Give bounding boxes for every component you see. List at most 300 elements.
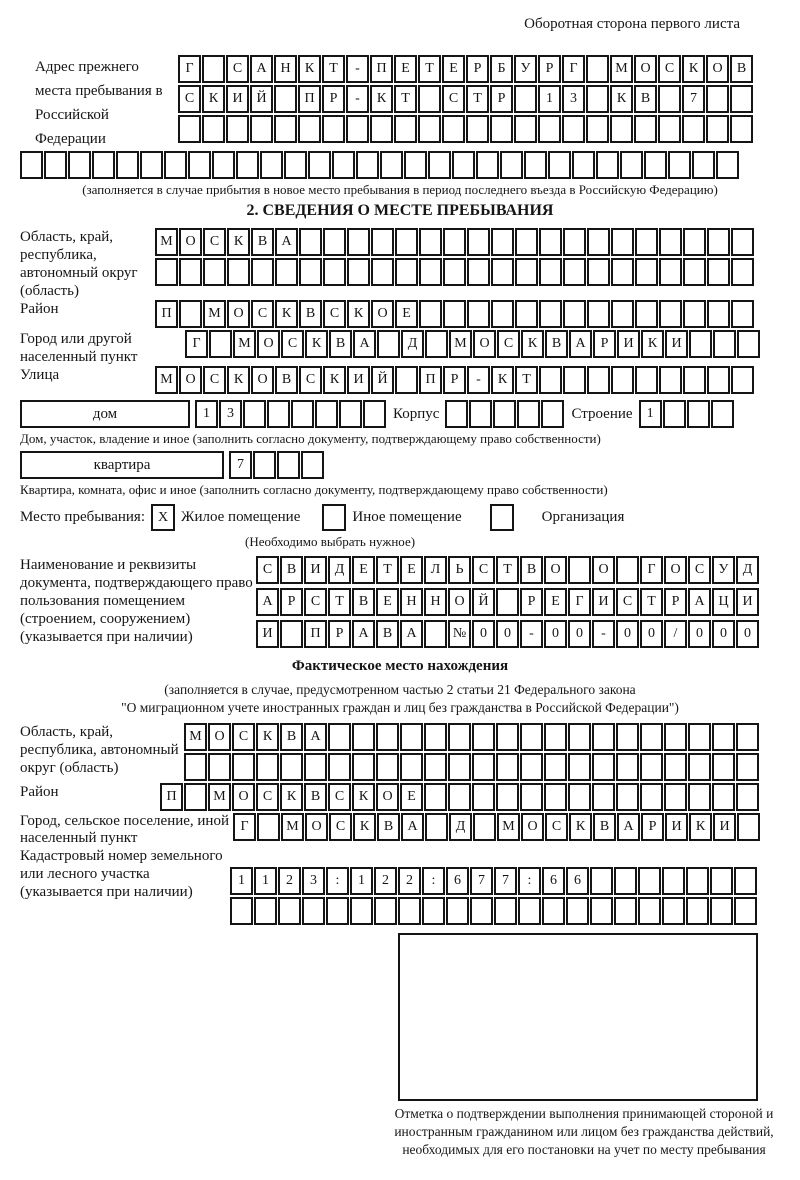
char-cell	[596, 151, 619, 179]
char-cell: К	[227, 228, 250, 256]
char-cell: О	[521, 813, 544, 841]
char-cell	[448, 753, 471, 781]
char-cell	[253, 451, 276, 479]
char-cell	[563, 258, 586, 286]
char-cell: О	[706, 55, 729, 83]
char-cell: :	[326, 867, 349, 895]
fact-oblast-label: Область, край, республика, автономный округ (область)	[20, 724, 179, 776]
char-cell	[687, 400, 710, 428]
char-cell: О	[544, 556, 567, 584]
char-cell	[363, 400, 386, 428]
char-cell	[425, 330, 448, 358]
char-cell	[515, 258, 538, 286]
char-cell	[563, 300, 586, 328]
char-cell	[635, 228, 658, 256]
char-cell: Т	[394, 85, 417, 113]
char-cell	[371, 258, 394, 286]
char-cell: Р	[520, 588, 543, 616]
char-cell	[227, 258, 250, 286]
fact-oblast-grid	[184, 723, 760, 783]
char-cell: И	[665, 813, 688, 841]
char-cell	[587, 258, 610, 286]
char-cell	[611, 228, 634, 256]
char-cell: -	[520, 620, 543, 648]
char-cell: К	[353, 813, 376, 841]
char-cell: В	[280, 723, 303, 751]
char-cell	[710, 897, 733, 925]
char-cell: Й	[472, 588, 495, 616]
char-cell: Т	[376, 556, 399, 584]
char-cell	[315, 400, 338, 428]
char-cell: 2	[374, 867, 397, 895]
char-cell	[587, 366, 610, 394]
char-cell	[496, 723, 519, 751]
char-cell	[212, 151, 235, 179]
oblast-row-1	[155, 228, 755, 256]
char-cell: В	[520, 556, 543, 584]
char-cell	[404, 151, 427, 179]
apartment-type-box: квартира	[20, 451, 224, 479]
char-cell	[371, 228, 394, 256]
char-cell: П	[298, 85, 321, 113]
char-cell	[520, 783, 543, 811]
char-cell	[356, 151, 379, 179]
char-cell: Г	[568, 588, 591, 616]
char-cell: О	[232, 783, 255, 811]
char-cell: И	[256, 620, 279, 648]
document-row-1	[256, 556, 760, 584]
char-cell: С	[203, 366, 226, 394]
char-cell	[256, 753, 279, 781]
char-cell: 2	[278, 867, 301, 895]
char-cell	[586, 115, 609, 143]
char-cell: 7	[682, 85, 705, 113]
char-cell: В	[275, 366, 298, 394]
char-cell: С	[329, 813, 352, 841]
char-cell	[616, 753, 639, 781]
apartment-note: Квартира, комната, офис и иное (заполнить согласно документу, подтверждающему право собственности)	[20, 482, 608, 497]
char-cell	[610, 115, 633, 143]
char-cell	[563, 228, 586, 256]
stay-type-label: Место пребывания:	[20, 509, 145, 525]
char-cell	[682, 115, 705, 143]
char-cell: И	[304, 556, 327, 584]
char-cell: Б	[490, 55, 513, 83]
char-cell	[155, 258, 178, 286]
char-cell	[683, 228, 706, 256]
char-cell: О	[664, 556, 687, 584]
char-cell	[737, 330, 760, 358]
char-cell	[586, 85, 609, 113]
char-cell: Н	[400, 588, 423, 616]
char-cell	[562, 115, 585, 143]
char-cell	[209, 330, 232, 358]
char-cell	[737, 813, 760, 841]
char-cell: 7	[229, 451, 252, 479]
char-cell: Г	[185, 330, 208, 358]
prev-address-row-4	[20, 151, 780, 179]
char-cell: К	[610, 85, 633, 113]
stay-type-row	[20, 504, 780, 531]
char-cell	[614, 867, 637, 895]
char-cell	[280, 753, 303, 781]
char-cell: Е	[400, 556, 423, 584]
char-cell	[664, 753, 687, 781]
stamp-note: Отметка о подтверждении выполнения принимающей стороной и иностранным гражданином или лицом без гражданства действий, необходимых для его постановки на учет по месту пребывания	[394, 1106, 774, 1157]
char-cell	[422, 897, 445, 925]
char-cell	[635, 366, 658, 394]
korpus-cells	[445, 400, 565, 428]
char-cell	[394, 115, 417, 143]
char-cell	[568, 783, 591, 811]
char-cell	[274, 115, 297, 143]
document-grid	[256, 556, 760, 650]
option-residential-label: Жилое помещение	[181, 509, 301, 525]
char-cell: У	[514, 55, 537, 83]
char-cell: Т	[515, 366, 538, 394]
document-label: Наименование и реквизиты документа, подтверждающего право пользования помещением (строением, сооружением) (указывается при наличии)	[20, 557, 253, 645]
char-cell	[494, 897, 517, 925]
char-cell	[226, 115, 249, 143]
char-cell	[202, 55, 225, 83]
house-number-cells	[195, 400, 387, 428]
char-cell	[730, 85, 753, 113]
char-cell: 0	[688, 620, 711, 648]
rayon-cells	[155, 300, 755, 328]
char-cell: А	[304, 723, 327, 751]
char-cell	[517, 400, 540, 428]
char-cell	[236, 151, 259, 179]
char-cell	[664, 723, 687, 751]
oblast-row-2	[155, 258, 755, 286]
char-cell	[298, 115, 321, 143]
char-cell: -	[467, 366, 490, 394]
char-cell: И	[617, 330, 640, 358]
char-cell	[663, 400, 686, 428]
char-cell	[140, 151, 163, 179]
char-cell	[586, 55, 609, 83]
char-cell	[275, 258, 298, 286]
char-cell	[611, 300, 634, 328]
char-cell: М	[281, 813, 304, 841]
fact-rayon-row	[20, 783, 780, 813]
char-cell: С	[256, 783, 279, 811]
char-cell	[731, 366, 754, 394]
char-cell: 0	[472, 620, 495, 648]
char-cell	[445, 400, 468, 428]
char-cell: -	[592, 620, 615, 648]
char-cell: М	[497, 813, 520, 841]
char-cell	[692, 151, 715, 179]
char-cell: -	[346, 85, 369, 113]
char-cell	[707, 366, 730, 394]
char-cell	[711, 400, 734, 428]
char-cell	[686, 897, 709, 925]
kadastr-label: Кадастровый номер земельного или лесного участка (указывается при наличии)	[20, 848, 223, 900]
char-cell	[251, 258, 274, 286]
char-cell	[377, 330, 400, 358]
char-cell	[566, 897, 589, 925]
char-cell: К	[491, 366, 514, 394]
char-cell: С	[545, 813, 568, 841]
option-other-premises-label: Иное помещение	[352, 509, 462, 525]
prev-address-label: Адрес прежнего места пребывания в Российской Федерации	[35, 59, 163, 147]
char-cell	[380, 151, 403, 179]
char-cell: 2	[398, 867, 421, 895]
fact-note-2: "О миграционном учете иностранных граждан и лиц без гражданства в Российской Федерации")	[121, 700, 679, 715]
char-cell	[731, 228, 754, 256]
kadastr-grid	[230, 867, 758, 927]
char-cell	[395, 228, 418, 256]
char-cell: К	[275, 300, 298, 328]
char-cell	[568, 723, 591, 751]
char-cell	[736, 783, 759, 811]
char-cell: С	[256, 556, 279, 584]
char-cell	[202, 115, 225, 143]
char-cell: Г	[233, 813, 256, 841]
char-cell	[472, 723, 495, 751]
choose-note: (Необходимо выбрать нужное)	[245, 534, 416, 549]
char-cell	[707, 228, 730, 256]
char-cell: С	[442, 85, 465, 113]
char-cell	[254, 897, 277, 925]
char-cell	[500, 151, 523, 179]
fact-oblast-row-2	[184, 753, 760, 781]
char-cell	[184, 753, 207, 781]
rayon-row	[20, 300, 780, 330]
char-cell: О	[227, 300, 250, 328]
char-cell: Е	[352, 556, 375, 584]
char-cell	[644, 151, 667, 179]
char-cell	[284, 151, 307, 179]
char-cell	[323, 228, 346, 256]
char-cell	[518, 897, 541, 925]
char-cell	[425, 813, 448, 841]
char-cell	[257, 813, 280, 841]
fact-rayon-label: Район	[20, 784, 59, 800]
char-cell	[734, 897, 757, 925]
char-cell	[640, 783, 663, 811]
char-cell	[592, 783, 615, 811]
char-cell	[491, 300, 514, 328]
char-cell	[395, 366, 418, 394]
char-cell: 6	[446, 867, 469, 895]
char-cell: Т	[496, 556, 519, 584]
char-cell: С	[616, 588, 639, 616]
char-cell	[448, 783, 471, 811]
char-cell	[277, 451, 300, 479]
kadastr-row	[20, 847, 780, 927]
char-cell: А	[256, 588, 279, 616]
char-cell	[346, 115, 369, 143]
char-cell	[736, 753, 759, 781]
char-cell	[548, 151, 571, 179]
option-organization-label: Организация	[541, 509, 625, 525]
char-cell	[419, 228, 442, 256]
char-cell: А	[353, 330, 376, 358]
char-cell: В	[730, 55, 753, 83]
char-cell	[491, 258, 514, 286]
char-cell: 1	[195, 400, 218, 428]
char-cell	[68, 151, 91, 179]
char-cell	[734, 867, 757, 895]
char-cell	[635, 300, 658, 328]
prev-address-row-3	[178, 115, 754, 143]
char-cell: К	[323, 366, 346, 394]
char-cell: 1	[254, 867, 277, 895]
char-cell: А	[250, 55, 273, 83]
char-cell	[668, 151, 691, 179]
char-cell	[616, 783, 639, 811]
char-cell: С	[328, 783, 351, 811]
char-cell: О	[592, 556, 615, 584]
char-cell: Р	[538, 55, 561, 83]
char-cell: К	[641, 330, 664, 358]
char-cell: О	[376, 783, 399, 811]
char-cell	[116, 151, 139, 179]
char-cell: А	[401, 813, 424, 841]
char-cell	[326, 897, 349, 925]
char-cell: К	[347, 300, 370, 328]
char-cell	[467, 228, 490, 256]
char-cell: С	[178, 85, 201, 113]
char-cell: Р	[641, 813, 664, 841]
fact-title: Фактическое место нахождения	[291, 658, 509, 674]
char-cell	[662, 897, 685, 925]
char-cell	[428, 151, 451, 179]
char-cell: Д	[401, 330, 424, 358]
prev-address-block	[20, 55, 780, 151]
char-cell: Е	[442, 55, 465, 83]
stamp-box	[398, 933, 758, 1101]
prev-address-row-1	[178, 55, 754, 83]
char-cell	[178, 115, 201, 143]
char-cell	[164, 151, 187, 179]
char-cell: С	[472, 556, 495, 584]
char-cell	[614, 897, 637, 925]
char-cell	[542, 897, 565, 925]
char-cell	[620, 151, 643, 179]
char-cell: Р	[490, 85, 513, 113]
char-cell	[640, 723, 663, 751]
char-cell: Д	[736, 556, 759, 584]
page-side-note: Оборотная сторона первого листа	[524, 16, 740, 32]
char-cell: Р	[443, 366, 466, 394]
char-cell: О	[251, 366, 274, 394]
char-cell	[347, 228, 370, 256]
char-cell	[230, 897, 253, 925]
char-cell: Й	[371, 366, 394, 394]
char-cell: В	[634, 85, 657, 113]
char-cell	[466, 115, 489, 143]
char-cell: 1	[538, 85, 561, 113]
prev-address-row-2	[178, 85, 754, 113]
char-cell: Е	[544, 588, 567, 616]
char-cell: 0	[712, 620, 735, 648]
char-cell: В	[377, 813, 400, 841]
char-cell: Р	[664, 588, 687, 616]
apartment-number-cells	[229, 451, 325, 479]
char-cell	[472, 783, 495, 811]
char-cell: А	[617, 813, 640, 841]
char-cell: Т	[466, 85, 489, 113]
char-cell: Е	[376, 588, 399, 616]
char-cell	[640, 753, 663, 781]
char-cell	[291, 400, 314, 428]
char-cell	[616, 723, 639, 751]
char-cell	[274, 85, 297, 113]
char-cell: А	[688, 588, 711, 616]
char-cell	[278, 897, 301, 925]
char-cell: М	[203, 300, 226, 328]
char-cell: К	[305, 330, 328, 358]
char-cell	[339, 400, 362, 428]
char-cell	[688, 723, 711, 751]
char-cell: 0	[616, 620, 639, 648]
char-cell	[662, 867, 685, 895]
char-cell	[638, 897, 661, 925]
char-cell	[544, 723, 567, 751]
fact-gorod-cells	[233, 813, 761, 841]
char-cell: М	[233, 330, 256, 358]
house-row	[20, 400, 780, 428]
char-cell: 1	[230, 867, 253, 895]
char-cell	[374, 897, 397, 925]
char-cell	[539, 258, 562, 286]
char-cell: И	[665, 330, 688, 358]
fact-gorod-label: Город, сельское поселение, иной населенный пункт	[20, 813, 229, 846]
char-cell	[520, 753, 543, 781]
char-cell: 3	[219, 400, 242, 428]
char-cell	[347, 258, 370, 286]
char-cell: О	[448, 588, 471, 616]
char-cell: 7	[494, 867, 517, 895]
kadastr-row-2	[230, 897, 758, 925]
char-cell	[250, 115, 273, 143]
char-cell: К	[298, 55, 321, 83]
gorod-row	[20, 330, 780, 366]
char-cell	[280, 620, 303, 648]
char-cell	[323, 258, 346, 286]
char-cell	[448, 723, 471, 751]
ulitsa-cells	[155, 366, 755, 394]
char-cell	[712, 753, 735, 781]
char-cell: Т	[418, 55, 441, 83]
char-cell: П	[419, 366, 442, 394]
char-cell	[308, 151, 331, 179]
char-cell	[188, 151, 211, 179]
char-cell: П	[370, 55, 393, 83]
char-cell	[179, 300, 202, 328]
char-cell: К	[521, 330, 544, 358]
char-cell	[590, 867, 613, 895]
char-cell	[638, 867, 661, 895]
char-cell	[611, 366, 634, 394]
char-cell: В	[251, 228, 274, 256]
char-cell: А	[352, 620, 375, 648]
char-cell: К	[352, 783, 375, 811]
char-cell	[443, 228, 466, 256]
char-cell	[304, 753, 327, 781]
prev-address-grid	[178, 55, 754, 145]
char-cell	[712, 723, 735, 751]
char-cell	[398, 897, 421, 925]
char-cell: П	[155, 300, 178, 328]
char-cell: В	[280, 556, 303, 584]
char-cell: А	[275, 228, 298, 256]
prev-address-note: (заполняется в случае прибытия в новое место пребывания в период последнего въезда в Российскую Федерацию)	[82, 182, 718, 197]
char-cell	[267, 400, 290, 428]
